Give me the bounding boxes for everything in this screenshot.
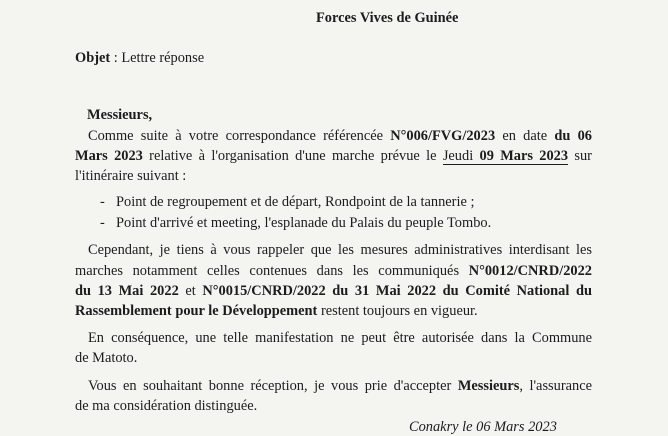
letter-header: Forces Vives de Guinée xyxy=(316,10,459,26)
place-date: Conakry le 06 Mars 2023 xyxy=(409,419,557,435)
subject-value: Lettre réponse xyxy=(121,50,205,66)
list-item-dash: - xyxy=(100,194,105,210)
paragraph-4-line-1: Vous en souhaitant bonne réception, je vous prie d'accepter Messieurs, l'assurance xyxy=(88,378,592,394)
march-date: 09 Mars 2023 xyxy=(479,148,569,164)
paragraph-3-line-2: de Matoto. xyxy=(75,350,138,366)
paragraph-2-line-4: Rassemblement pour le Développement restent toujours en vigueur. xyxy=(75,303,478,319)
paragraph-4-line-2: de ma considération distinguée. xyxy=(75,398,258,414)
correspondence-reference: N°006/FVG/2023 xyxy=(390,128,496,144)
paragraph-1-line-2: Mars 2023 relative à l'organisation d'une marche prévue le Jeudi 09 Mars 2023 sur xyxy=(75,148,592,164)
paragraph-3-line-1: En conséquence, une telle manifestation ne peut être autorisée dans la Commune xyxy=(88,330,592,346)
salutation: Messieurs, xyxy=(87,107,153,123)
communique-reference-1: N°0012/CNRD/2022 xyxy=(468,263,592,279)
paragraph-1-line-3: l'itinéraire suivant : xyxy=(75,168,187,184)
list-item-dash: - xyxy=(100,215,105,231)
paragraph-2-line-2: marches notamment celles contenues dans les communiqués N°0012/CNRD/2022 xyxy=(75,263,592,279)
march-day: Jeudi xyxy=(442,148,474,164)
subject-line: Objet : Lettre réponse xyxy=(75,50,205,66)
list-item: Point d'arrivé et meeting, l'esplanade du Palais du peuple Tombo. xyxy=(116,215,492,231)
subject-label: Objet xyxy=(75,50,111,66)
paragraph-2-line-1: Cependant, je tiens à vous rappeler que les mesures administratives interdisant les xyxy=(88,242,592,258)
paragraph-1-line-1: Comme suite à votre correspondance référencée N°006/FVG/2023 en date du 06 xyxy=(88,128,592,144)
paragraph-2-line-3: du 13 Mai 2022 et N°0015/CNRD/2022 du 31 Mai 2022 du Comité National du xyxy=(75,283,592,299)
communique-reference-2: N°0015/CNRD/2022 xyxy=(202,283,326,299)
list-item: Point de regroupement et de départ, Rondpoint de la tannerie ; xyxy=(116,194,475,210)
